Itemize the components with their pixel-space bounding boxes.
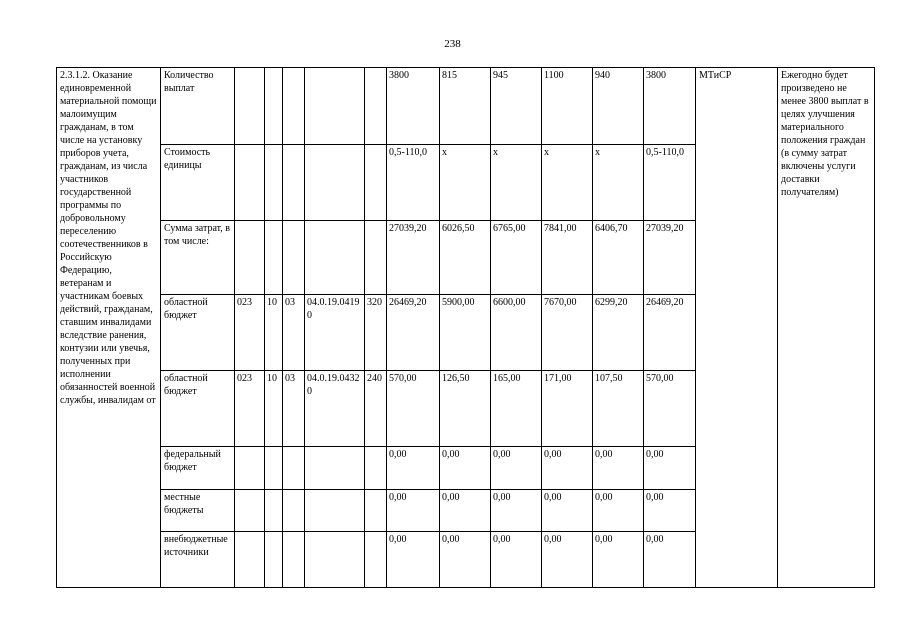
value-cell: 0,00	[387, 447, 440, 490]
value-cell: 0,00	[644, 447, 696, 490]
indicator-label: федеральный бюджет	[161, 447, 235, 490]
value-cell: x	[593, 145, 644, 221]
value-cell: 6600,00	[491, 295, 542, 371]
budget-code-c2	[265, 145, 283, 221]
value-cell: 0,00	[491, 532, 542, 588]
value-cell: 26469,20	[387, 295, 440, 371]
budget-code-c1	[235, 221, 265, 295]
result-cell: Ежегодно будет произведено не менее 3800 выплат в целях улучшения материального положения граждан (в сумму затрат включены услуги доставки получателям)	[778, 68, 875, 588]
budget-code-c2	[265, 447, 283, 490]
program-table	[56, 67, 875, 588]
indicator-label: Сумма затрат, в том числе:	[161, 221, 235, 295]
budget-code-c5: 240	[365, 371, 387, 447]
budget-code-c4	[305, 145, 365, 221]
budget-code-c2	[265, 490, 283, 532]
value-cell: 570,00	[644, 371, 696, 447]
value-cell: 0,00	[644, 532, 696, 588]
value-cell: 126,50	[440, 371, 491, 447]
value-cell: 3800	[387, 68, 440, 145]
value-cell: 815	[440, 68, 491, 145]
budget-code-c2: 10	[265, 295, 283, 371]
budget-code-c4	[305, 532, 365, 588]
value-cell: 3800	[644, 68, 696, 145]
measure-name-cell: 2.3.1.2. Оказание единовременной материальной помощи малоимущим гражданам, в том числе на установку приборов учета, гражданам, из числа участников государственной программы по добровольному переселению соотечественников в Российскую Федерацию, ветеранам и участникам боевых действий, гражданам, ставшим инвалидами вследствие ранения, контузии или увечья, полученных при исполнении обязанностей военной службы, инвалидам от	[57, 68, 161, 588]
budget-code-c5	[365, 447, 387, 490]
budget-code-c2: 10	[265, 371, 283, 447]
budget-code-c4: 04.0.19.04190	[305, 295, 365, 371]
value-cell: 0,00	[542, 447, 593, 490]
page-number: 238	[444, 38, 461, 50]
value-cell: 26469,20	[644, 295, 696, 371]
value-cell: 165,00	[491, 371, 542, 447]
budget-code-c5	[365, 221, 387, 295]
value-cell: 6026,50	[440, 221, 491, 295]
value-cell: 0,00	[542, 532, 593, 588]
budget-code-c5	[365, 145, 387, 221]
value-cell: 0,5-110,0	[387, 145, 440, 221]
value-cell: x	[491, 145, 542, 221]
budget-code-c3	[283, 145, 305, 221]
budget-code-c1	[235, 490, 265, 532]
value-cell: 6299,20	[593, 295, 644, 371]
budget-code-c3	[283, 532, 305, 588]
budget-code-c5	[365, 490, 387, 532]
value-cell: 0,00	[440, 447, 491, 490]
value-cell: 0,00	[542, 490, 593, 532]
indicator-label: местные бюджеты	[161, 490, 235, 532]
value-cell: 945	[491, 68, 542, 145]
indicator-label: внебюджетные источники	[161, 532, 235, 588]
budget-code-c1	[235, 145, 265, 221]
budget-code-c3	[283, 68, 305, 145]
table-body	[57, 68, 875, 588]
value-cell: 0,00	[440, 490, 491, 532]
value-cell: 0,5-110,0	[644, 145, 696, 221]
value-cell: 6765,00	[491, 221, 542, 295]
budget-code-c4	[305, 490, 365, 532]
value-cell: 7670,00	[542, 295, 593, 371]
value-cell: 0,00	[387, 490, 440, 532]
value-cell: 0,00	[593, 532, 644, 588]
budget-code-c1	[235, 68, 265, 145]
budget-code-c4: 04.0.19.04320	[305, 371, 365, 447]
value-cell: 0,00	[491, 447, 542, 490]
table-row	[57, 68, 875, 145]
budget-code-c1: 023	[235, 295, 265, 371]
value-cell: 27039,20	[387, 221, 440, 295]
budget-code-c1	[235, 447, 265, 490]
budget-code-c2	[265, 532, 283, 588]
value-cell: 570,00	[387, 371, 440, 447]
budget-code-c5: 320	[365, 295, 387, 371]
value-cell: 0,00	[644, 490, 696, 532]
budget-code-c3: 03	[283, 295, 305, 371]
budget-code-c1	[235, 532, 265, 588]
budget-code-c4	[305, 68, 365, 145]
budget-code-c2	[265, 221, 283, 295]
indicator-label: областной бюджет	[161, 295, 235, 371]
value-cell: 0,00	[593, 490, 644, 532]
budget-code-c5	[365, 532, 387, 588]
budget-code-c5	[365, 68, 387, 145]
budget-code-c4	[305, 221, 365, 295]
value-cell: 7841,00	[542, 221, 593, 295]
value-cell: 940	[593, 68, 644, 145]
budget-code-c3: 03	[283, 371, 305, 447]
value-cell: 27039,20	[644, 221, 696, 295]
value-cell: x	[440, 145, 491, 221]
executor-cell: МТиСР	[696, 68, 778, 588]
value-cell: 0,00	[440, 532, 491, 588]
value-cell: 0,00	[387, 532, 440, 588]
indicator-label: Количество выплат	[161, 68, 235, 145]
indicator-label: Стоимость единицы	[161, 145, 235, 221]
value-cell: x	[542, 145, 593, 221]
indicator-label: областной бюджет	[161, 371, 235, 447]
value-cell: 5900,00	[440, 295, 491, 371]
value-cell: 171,00	[542, 371, 593, 447]
value-cell: 0,00	[491, 490, 542, 532]
budget-code-c3	[283, 221, 305, 295]
budget-code-c1: 023	[235, 371, 265, 447]
value-cell: 0,00	[593, 447, 644, 490]
value-cell: 6406,70	[593, 221, 644, 295]
value-cell: 107,50	[593, 371, 644, 447]
budget-code-c3	[283, 490, 305, 532]
budget-code-c2	[265, 68, 283, 145]
value-cell: 1100	[542, 68, 593, 145]
budget-code-c3	[283, 447, 305, 490]
budget-code-c4	[305, 447, 365, 490]
